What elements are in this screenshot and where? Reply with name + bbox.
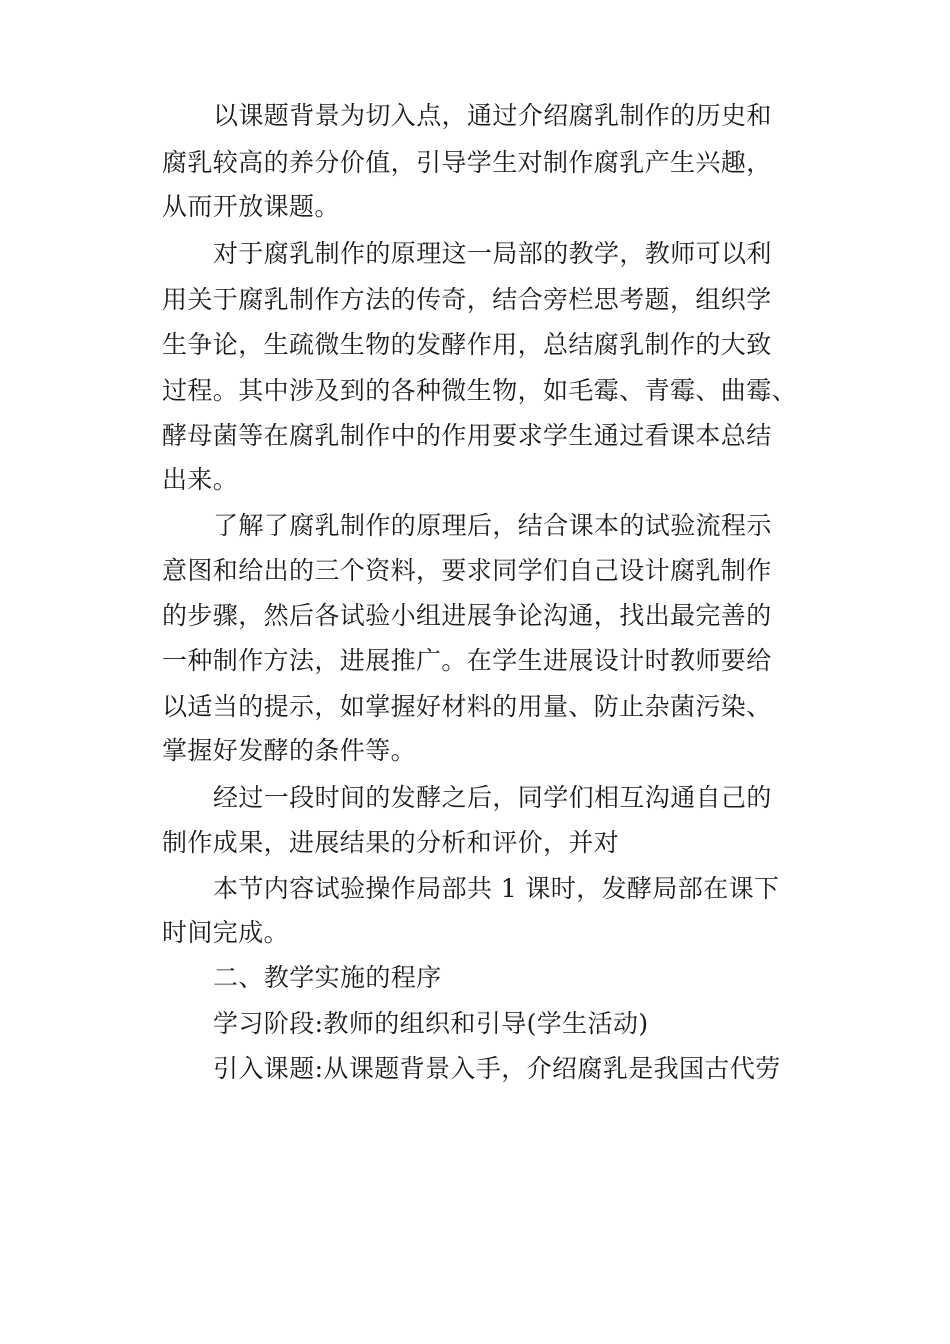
paragraph-3-line-2: 意图和给出的三个资料，要求同学们自己设计腐乳制作 (162, 556, 772, 585)
stage-line: 学习阶段:教师的组织和引导(学生活动) (213, 1009, 649, 1038)
paragraph-2-line-4: 过程。其中涉及到的各种微生物，如毛霉、青霉、曲霉、 (162, 376, 798, 405)
paragraph-2-line-2: 用关于腐乳制作方法的传奇，结合旁栏思考题，组织学 (162, 285, 772, 314)
paragraph-4-line-1: 经过一段时间的发酵之后，同学们相互沟通自己的 (213, 783, 772, 812)
paragraph-2-line-1: 对于腐乳制作的原理这一局部的教学，教师可以利 (213, 239, 772, 268)
paragraph-2-line-6: 出来。 (162, 465, 239, 494)
paragraph-3-line-1: 了解了腐乳制作的原理后，结合课本的试验流程示 (213, 511, 772, 540)
intro-line: 引入课题:从课题背景入手，介绍腐乳是我国古代劳 (213, 1054, 781, 1083)
paragraph-3-line-6: 掌握好发酵的条件等。 (162, 736, 417, 765)
paragraph-5-line-1: 本节内容试验操作局部共 1 课时，发酵局部在课下 (213, 874, 780, 903)
paragraph-1-line-1: 以课题背景为切入点，通过介绍腐乳制作的历史和 (213, 101, 772, 130)
paragraph-3-line-4: 一种制作方法，进展推广。在学生进展设计时教师要给 (162, 646, 772, 675)
paragraph-1-line-2: 腐乳较高的养分价值，引导学生对制作腐乳产生兴趣， (162, 148, 772, 177)
paragraph-5-line-2: 时间完成。 (162, 918, 290, 947)
section-heading: 二、教学实施的程序 (213, 963, 442, 992)
paragraph-2-line-5: 酵母菌等在腐乳制作中的作用要求学生通过看课本总结 (162, 421, 772, 450)
paragraph-4-line-2: 制作成果，进展结果的分析和评价，并对 (162, 828, 620, 857)
paragraph-1-line-3: 从而开放课题。 (162, 192, 340, 221)
paragraph-3-line-3: 的步骤，然后各试验小组进展争论沟通，找出最完善的 (162, 601, 772, 630)
paragraph-2-line-3: 生争论，生疏微生物的发酵作用，总结腐乳制作的大致 (162, 330, 772, 359)
paragraph-3-line-5: 以适当的提示，如掌握好材料的用量、防止杂菌污染、 (162, 692, 772, 721)
